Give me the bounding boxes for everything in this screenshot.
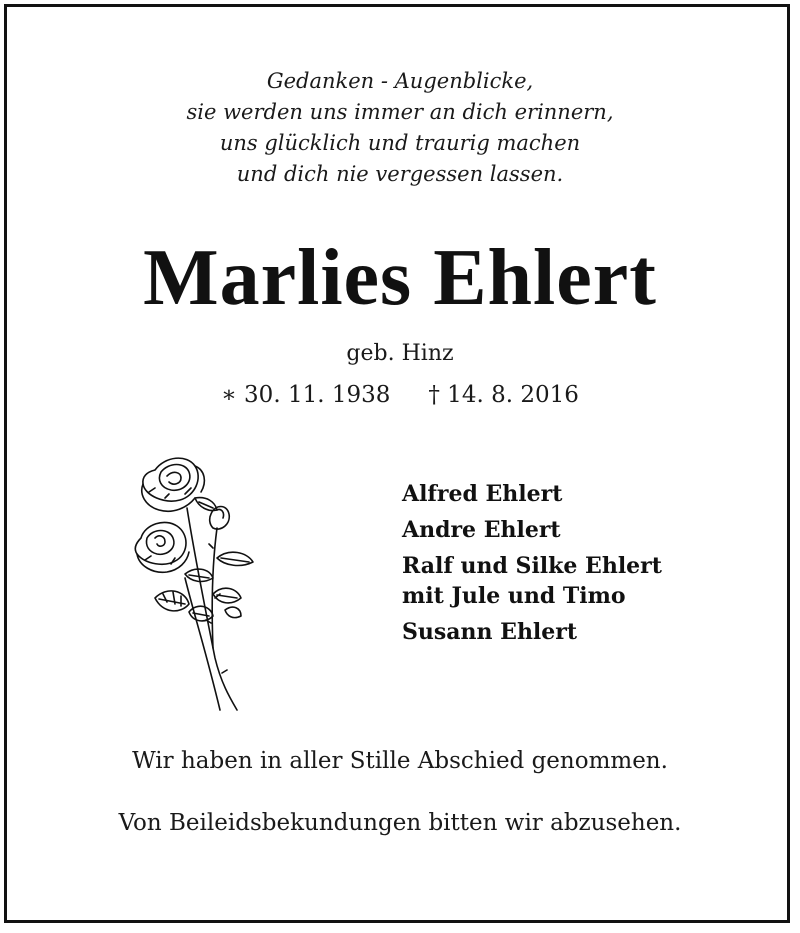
birth-date: ∗ 30. 11. 1938 <box>221 382 391 408</box>
deceased-name: Marlies Ehlert <box>143 234 657 322</box>
mourner-name: mit Jule und Timo <box>402 583 626 609</box>
poem-line: sie werden uns immer an dich erinnern, <box>186 100 614 124</box>
poem <box>0 66 800 190</box>
rose-icon <box>125 448 270 716</box>
life-dates <box>0 380 800 410</box>
mourner-name: Andre Ehlert <box>402 517 561 543</box>
mourner-name: Susann Ehlert <box>402 619 578 645</box>
poem-line: und dich nie vergessen lassen. <box>236 162 564 186</box>
closing-line-farewell: Wir haben in aller Stille Abschied genommen. <box>132 748 668 774</box>
birth-name: geb. Hinz <box>346 341 454 366</box>
mourner-name: Ralf und Silke Ehlert <box>402 553 662 579</box>
death-date: † 14. 8. 2016 <box>428 382 579 408</box>
poem-line: uns glücklich und traurig machen <box>219 131 581 155</box>
mourners-list <box>402 476 662 650</box>
mourner-name: Alfred Ehlert <box>402 481 563 507</box>
closing-line-condolences: Von Beileidsbekundungen bitten wir abzusehen. <box>118 810 682 836</box>
poem-line: Gedanken - Augenblicke, <box>266 69 534 93</box>
